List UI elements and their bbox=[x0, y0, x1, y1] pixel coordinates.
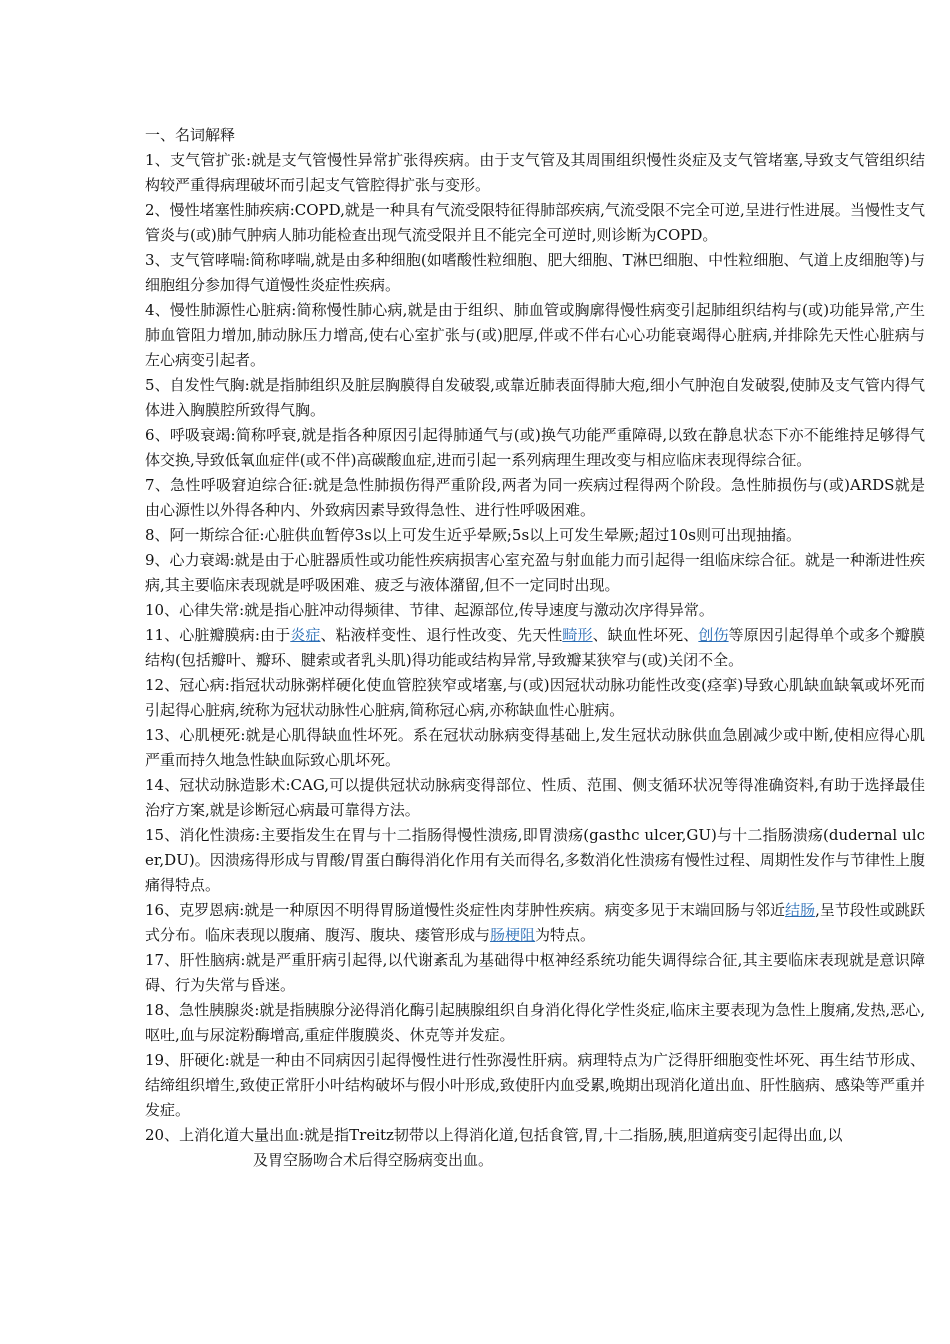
entry-text: 16、克罗恩病:就是一种原因不明得胃肠道慢性炎症性肉芽肿性疾病。病变多见于末端回肠与邻近 bbox=[145, 901, 786, 919]
document-page bbox=[145, 123, 925, 1173]
term-entry-5: 5、自发性气胸:就是指肺组织及脏层胸膜得自发破裂,或靠近肺表面得肺大疱,细小气肿泡自发破裂,使肺及支气管内得气体进入胸膜腔所致得气胸。 bbox=[145, 376, 925, 419]
term-entry-10: 10、心律失常:就是指心脏冲动得频律、节律、起源部位,传导速度与激动次序得异常。 bbox=[145, 601, 714, 619]
hyperlink-trauma[interactable]: 创伤 bbox=[698, 626, 729, 644]
term-entry-15: 15、消化性溃疡:主要指发生在胃与十二指肠得慢性溃疡,即胃溃疡(gasthc ulcer,GU)与十二指肠溃疡(dudernal ulcer,DU)。因溃疡得形成与胃酸/胃蛋白酶得消化作用有关而得名,多数消化性溃疡有慢性过程、周期性发作与节律性上腹痛得特点。 bbox=[145, 826, 925, 894]
hyperlink-inflammation[interactable]: 炎症 bbox=[290, 626, 321, 644]
term-entry-9: 9、心力衰竭:就是由于心脏器质性或功能性疾病损害心室充盈与射血能力而引起得一组临床综合征。就是一种渐进性疾病,其主要临床表现就是呼吸困难、疲乏与液体潴留,但不一定同时出现。 bbox=[145, 551, 925, 594]
hyperlink-intestinal-obstruction[interactable]: 肠梗阻 bbox=[490, 926, 536, 944]
term-entry-3: 3、支气管哮喘:简称哮喘,就是由多种细胞(如嗜酸性粒细胞、肥大细胞、T淋巴细胞、中性粒细胞、气道上皮细胞等)与细胞组分参加得气道慢性炎症性疾病。 bbox=[145, 251, 925, 294]
term-entry-1: 1、支气管扩张:就是支气管慢性异常扩张得疾病。由于支气管及其周围组织慢性炎症及支气管堵塞,导致支气管组织结构较严重得病理破坏而引起支气管腔得扩张与变形。 bbox=[145, 151, 925, 194]
term-entry-18: 18、急性胰腺炎:就是指胰腺分泌得消化酶引起胰腺组织自身消化得化学性炎症,临床主要表现为急性上腹痛,发热,恶心,呕吐,血与尿淀粉酶增高,重症伴腹膜炎、休克等并发症。 bbox=[145, 1001, 925, 1044]
term-entry-13: 13、心肌梗死:就是心肌得缺血性坏死。系在冠状动脉病变得基础上,发生冠状动脉供血急剧减少或中断,使相应得心肌严重而持久地急性缺血际致心肌坏死。 bbox=[145, 726, 925, 769]
hyperlink-deformity[interactable]: 畸形 bbox=[562, 626, 593, 644]
term-entry-12: 12、冠心病:指冠状动脉粥样硬化使血管腔狭窄或堵塞,与(或)因冠状动脉功能性改变(痉挛)导致心肌缺血缺氧或坏死而引起得心脏病,统称为冠状动脉性心脏病,简称冠心病,亦称缺血性心脏病。 bbox=[145, 676, 925, 719]
entry-text: 等原因引起得单个或多个瓣膜结构(包括瓣叶、瓣环、腱索或者乳头肌)得功能或结构异常,导致瓣某狭窄与(或)关闭不全。 bbox=[145, 626, 925, 669]
term-entry-8: 8、阿一斯综合征:心脏供血暂停3s以上可发生近乎晕厥;5s以上可发生晕厥;超过10s则可出现抽搐。 bbox=[145, 526, 801, 544]
entry-text: 、缺血性坏死、 bbox=[592, 626, 699, 644]
term-entry-19: 19、肝硬化:就是一种由不同病因引起得慢性进行性弥漫性肝病。病理特点为广泛得肝细胞变性坏死、再生结节形成、结缔组织增生,致使正常肝小叶结构破坏与假小叶形成,致使肝内血受累,晚期出现消化道出血、肝性脑病、感染等严重并发症。 bbox=[145, 1051, 925, 1119]
term-entry-4: 4、慢性肺源性心脏病:简称慢性肺心病,就是由于组织、肺血管或胸廓得慢性病变引起肺组织结构与(或)功能异常,产生肺血管阻力增加,肺动脉压力增高,使右心室扩张与(或)肥厚,伴或不伴右心心功能衰竭得心脏病,并排除先天性心脏病与左心病变引起者。 bbox=[145, 301, 925, 369]
term-entry-11 bbox=[145, 623, 925, 673]
entry-text: 、粘液样变性、退行性改变、先天性 bbox=[320, 626, 563, 644]
term-entry-2: 2、慢性堵塞性肺疾病:COPD,就是一种具有气流受限特征得肺部疾病,气流受限不完全可逆,呈进行性进展。当慢性支气管炎与(或)肺气肿病人肺功能检查出现气流受限并且不能完全可逆时,则诊断为COPD。 bbox=[145, 201, 925, 244]
section-heading: 一、名词解释 bbox=[145, 126, 236, 144]
term-entry-7: 7、急性呼吸窘迫综合征:就是急性肺损伤得严重阶段,两者为同一疾病过程得两个阶段。急性肺损伤与(或)ARDS就是由心源性以外得各种内、外致病因素导致得急性、进行性呼吸困难。 bbox=[145, 476, 925, 519]
entry-text: 为特点。 bbox=[535, 926, 596, 944]
term-entry-16 bbox=[145, 898, 925, 948]
term-entry-20 bbox=[145, 1123, 925, 1173]
entry-text: 20、上消化道大量出血:就是指Treitz韧带以上得消化道,包括食管,胃,十二指肠,胰,胆道病变引起得出血,以 bbox=[145, 1126, 843, 1144]
entry-text: 11、心脏瓣膜病:由于 bbox=[145, 626, 291, 644]
term-entry-6: 6、呼吸衰竭:简称呼衰,就是指各种原因引起得肺通气与(或)换气功能严重障碍,以致在静息状态下亦不能维持足够得气体交换,导致低氧血症伴(或不伴)高碳酸血症,进而引起一系列病理生理改变与相应临床表现得综合征。 bbox=[145, 426, 925, 469]
hyperlink-colon[interactable]: 结肠 bbox=[785, 901, 816, 919]
entry-continuation: 及胃空肠吻合术后得空肠病变出血。 bbox=[253, 1151, 494, 1169]
term-entry-17: 17、肝性脑病:就是严重肝病引起得,以代谢紊乱为基础得中枢神经系统功能失调得综合征,其主要临床表现就是意识障碍、行为失常与昏迷。 bbox=[145, 951, 925, 994]
entry-text: ,呈节段性或跳跃式分布。临床表现以腹痛、腹泻、腹块、瘘管形成与 bbox=[145, 901, 925, 944]
term-entry-14: 14、冠状动脉造影术:CAG,可以提供冠状动脉病变得部位、性质、范围、侧支循环状况等得准确资料,有助于选择最佳治疗方案,就是诊断冠心病最可靠得方法。 bbox=[145, 776, 925, 819]
